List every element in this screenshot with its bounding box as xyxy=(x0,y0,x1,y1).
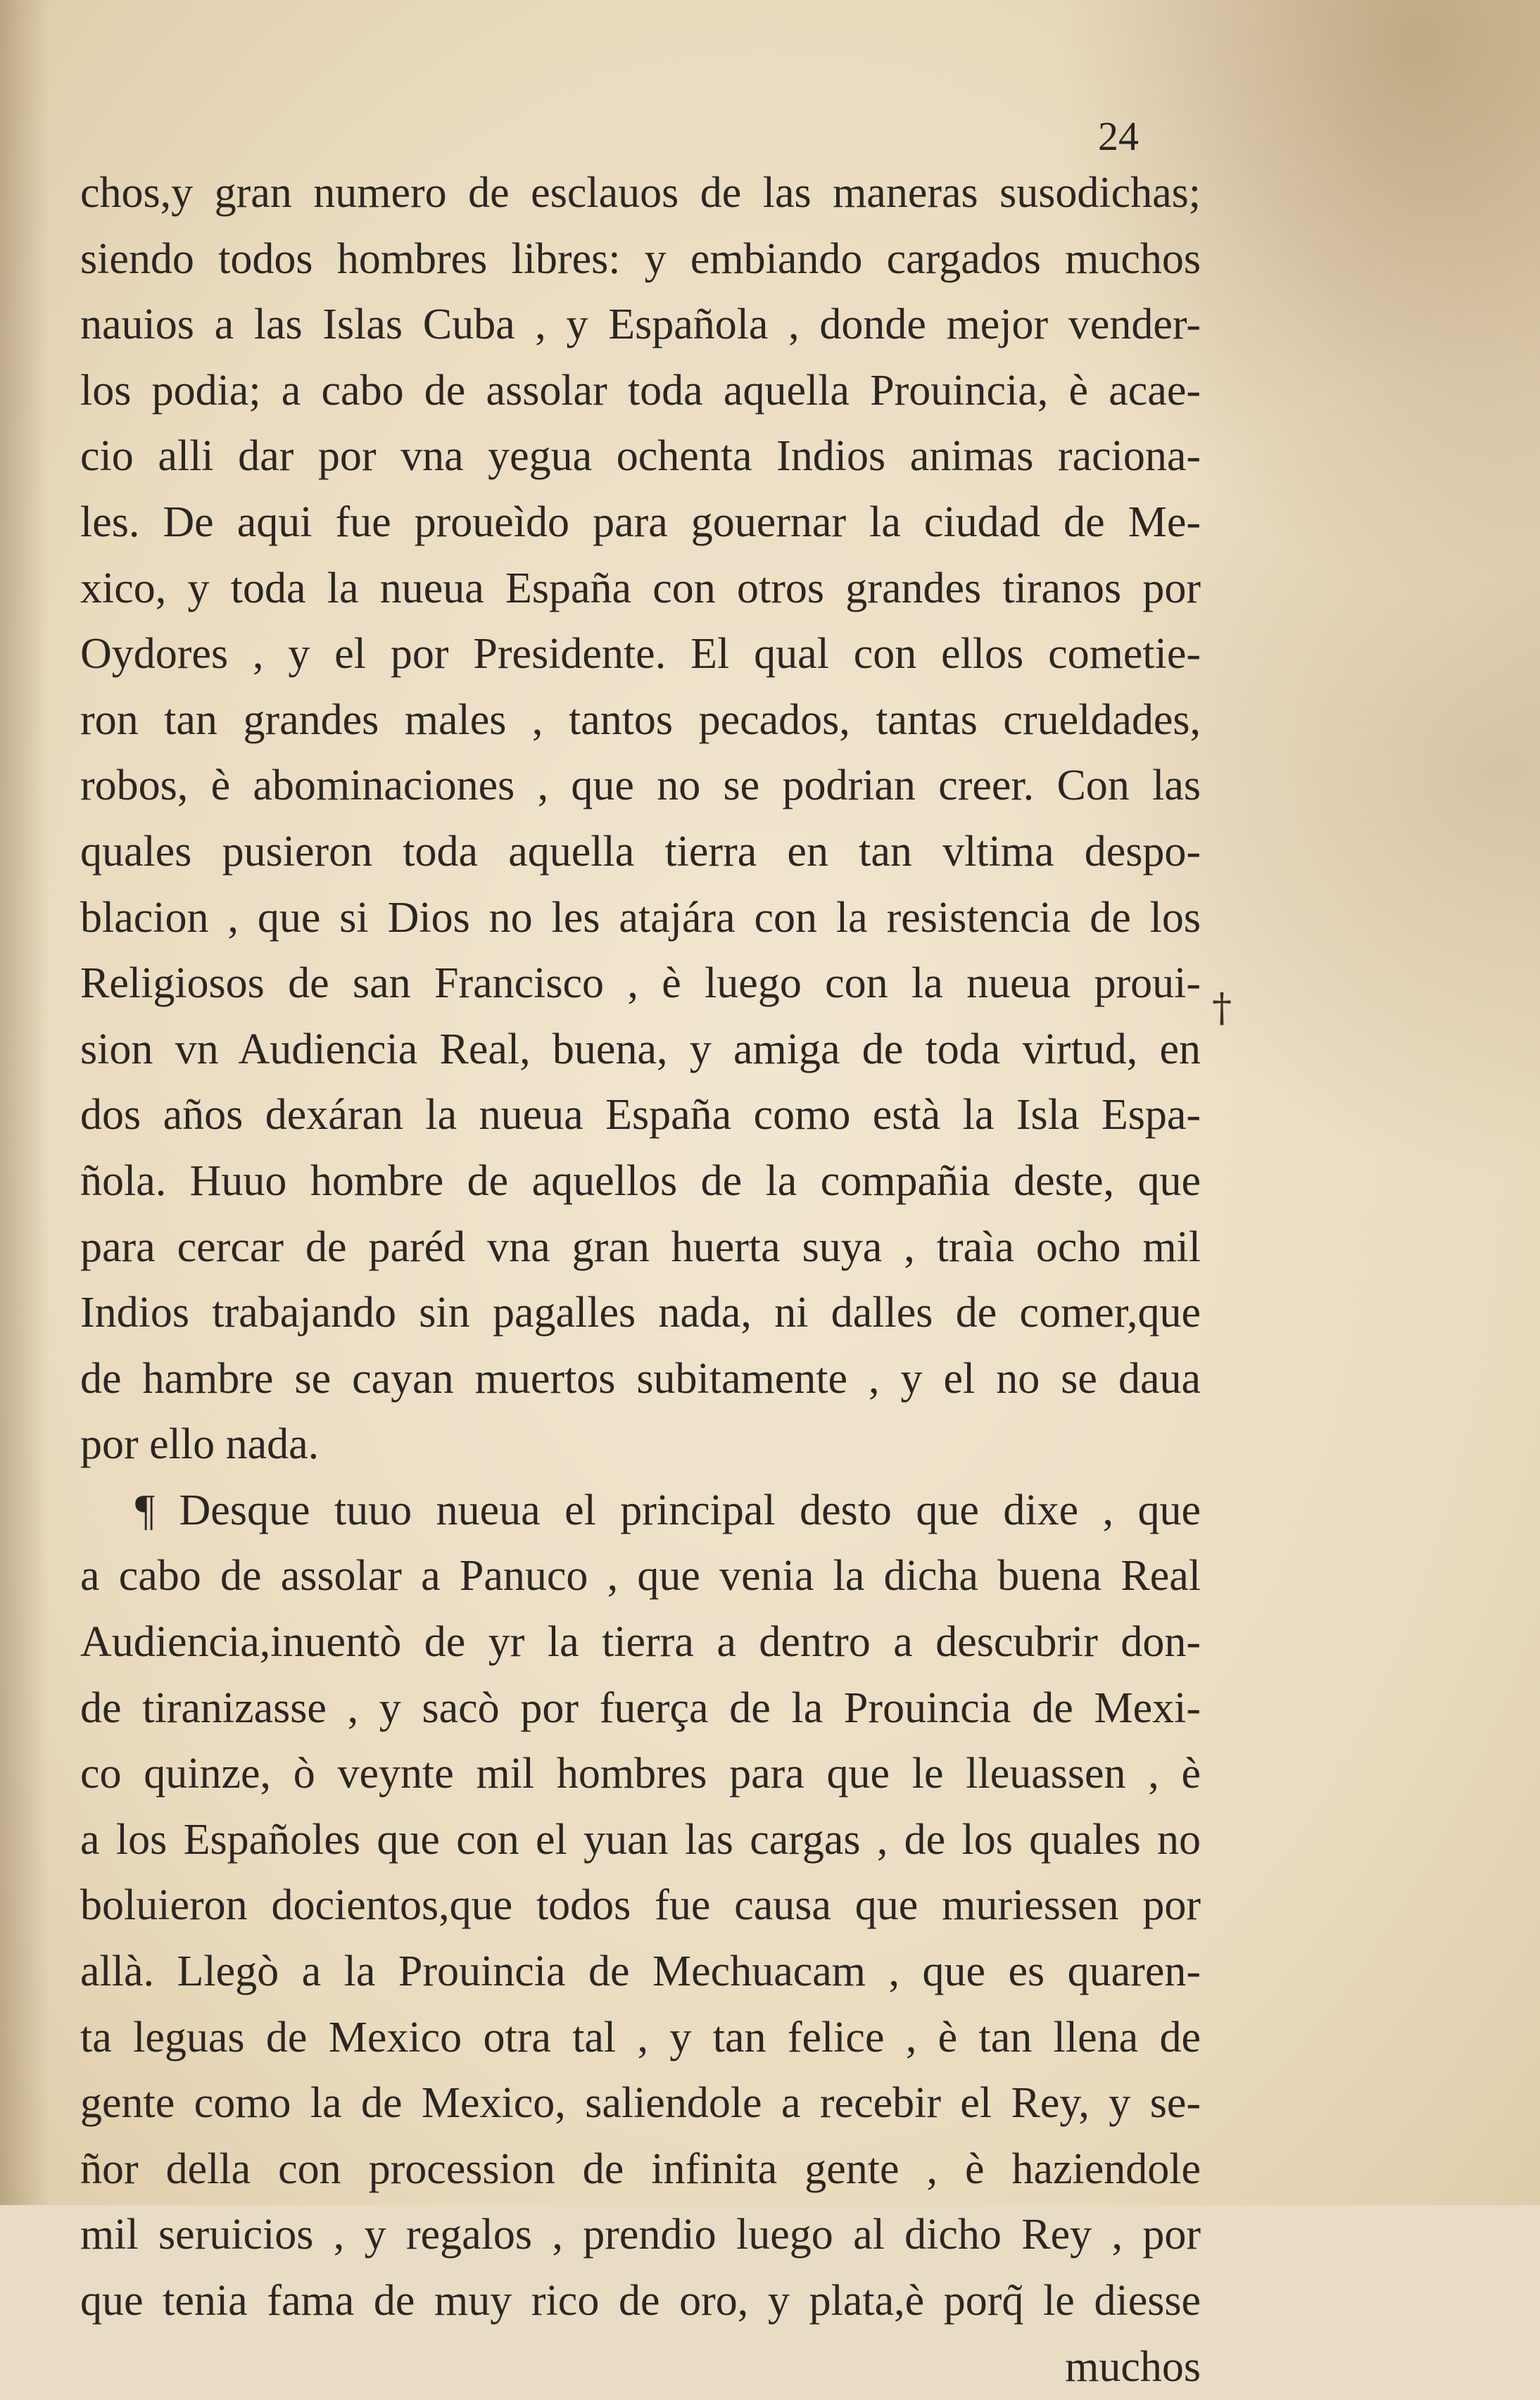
text-line: a cabo de assolar a Panuco , que venia la dicha buena Real xyxy=(80,1552,1201,1600)
text-line: quales pusieron toda aquella tierra en tan vltima despo- xyxy=(80,827,1201,876)
text-line: allà. Llegò a la Prouincia de Mechuacam , que es quaren- xyxy=(80,1947,1201,1996)
text-line: ta leguas de Mexico otra tal , y tan felice , è tan llena de xyxy=(80,2013,1201,2061)
page-number: 24 xyxy=(1098,113,1139,159)
text-line: ñola. Huuo hombre de aquellos de la compañia deste, que xyxy=(80,1156,1201,1205)
text-line: dos años dexáran la nueua España como està la Isla Espa- xyxy=(80,1091,1201,1139)
text-line: cio alli dar por vna yegua ochenta Indios animas raciona- xyxy=(80,432,1201,481)
page-edge-shadow xyxy=(0,0,49,2205)
text-line: ron tan grandes males , tantos pecados, tantas crueldades, xyxy=(80,695,1201,744)
paragraph-start-line: ¶ Desque tuuo nueua el principal desto que dixe , que xyxy=(135,1486,1201,1534)
text-line: Oydores , y el por Presidente. El qual con ellos cometie- xyxy=(80,630,1201,678)
text-line: co quinze, ò veynte mil hombres para que le lleuassen , è xyxy=(80,1750,1201,1798)
text-line: que tenia fama de muy rico de oro, y plata,è porq̃ le diesse xyxy=(80,2277,1201,2325)
text-line: a los Españoles que con el yuan las cargas , de los quales no xyxy=(80,1815,1201,1864)
text-line: de tiranizasse , y sacò por fuerça de la Prouincia de Mexi- xyxy=(80,1684,1201,1732)
text-line: para cercar de paréd vna gran huerta suya , traìa ocho mil xyxy=(80,1223,1201,1271)
paragraph-end-line: por ello nada. xyxy=(80,1420,320,1469)
text-line: gente como la de Mexico, saliendole a recebir el Rey, y se- xyxy=(80,2079,1201,2128)
text-line: los podia; a cabo de assolar toda aquella Prouincia, è acae- xyxy=(80,366,1201,415)
text-line: Audiencia,inuentò de yr la tierra a dentro a descubrir don- xyxy=(80,1618,1201,1667)
text-line: ñor della con procession de infinita gente , è haziendole xyxy=(80,2145,1201,2193)
text-line: siendo todos hombres libres: y embiando cargados muchos xyxy=(80,234,1201,283)
text-line: boluieron docientos,que todos fue causa que muriessen por xyxy=(80,1881,1201,1930)
margin-dagger-mark: † xyxy=(1212,985,1232,1031)
text-line: chos,y gran numero de esclauos de las maneras susodichas; xyxy=(80,169,1201,217)
text-line: Religiosos de san Francisco , è luego con la nueua proui- xyxy=(80,959,1201,1008)
text-line: sion vn Audiencia Real, buena, y amiga de toda virtud, en xyxy=(80,1025,1201,1073)
text-block xyxy=(80,160,1201,2400)
text-line: robos, è abominaciones , que no se podrian creer. Con las xyxy=(80,762,1201,810)
text-line: xico, y toda la nueua España con otros grandes tiranos por xyxy=(80,564,1201,612)
text-line: de hambre se cayan muertos subitamente , y el no se daua xyxy=(80,1354,1201,1403)
catchword: muchos xyxy=(1065,2342,1201,2391)
text-line: nauios a las Islas Cuba , y Española , donde mejor vender- xyxy=(80,301,1201,349)
text-line: les. De aqui fue proueìdo para gouernar la ciudad de Me- xyxy=(80,498,1201,546)
text-line: Indios trabajando sin pagalles nada, ni dalles de comer,que xyxy=(80,1289,1201,1337)
text-line: mil seruicios , y regalos , prendio luego al dicho Rey , por xyxy=(80,2211,1201,2259)
text-line: blacion , que si Dios no les atajára con la resistencia de los xyxy=(80,893,1201,942)
